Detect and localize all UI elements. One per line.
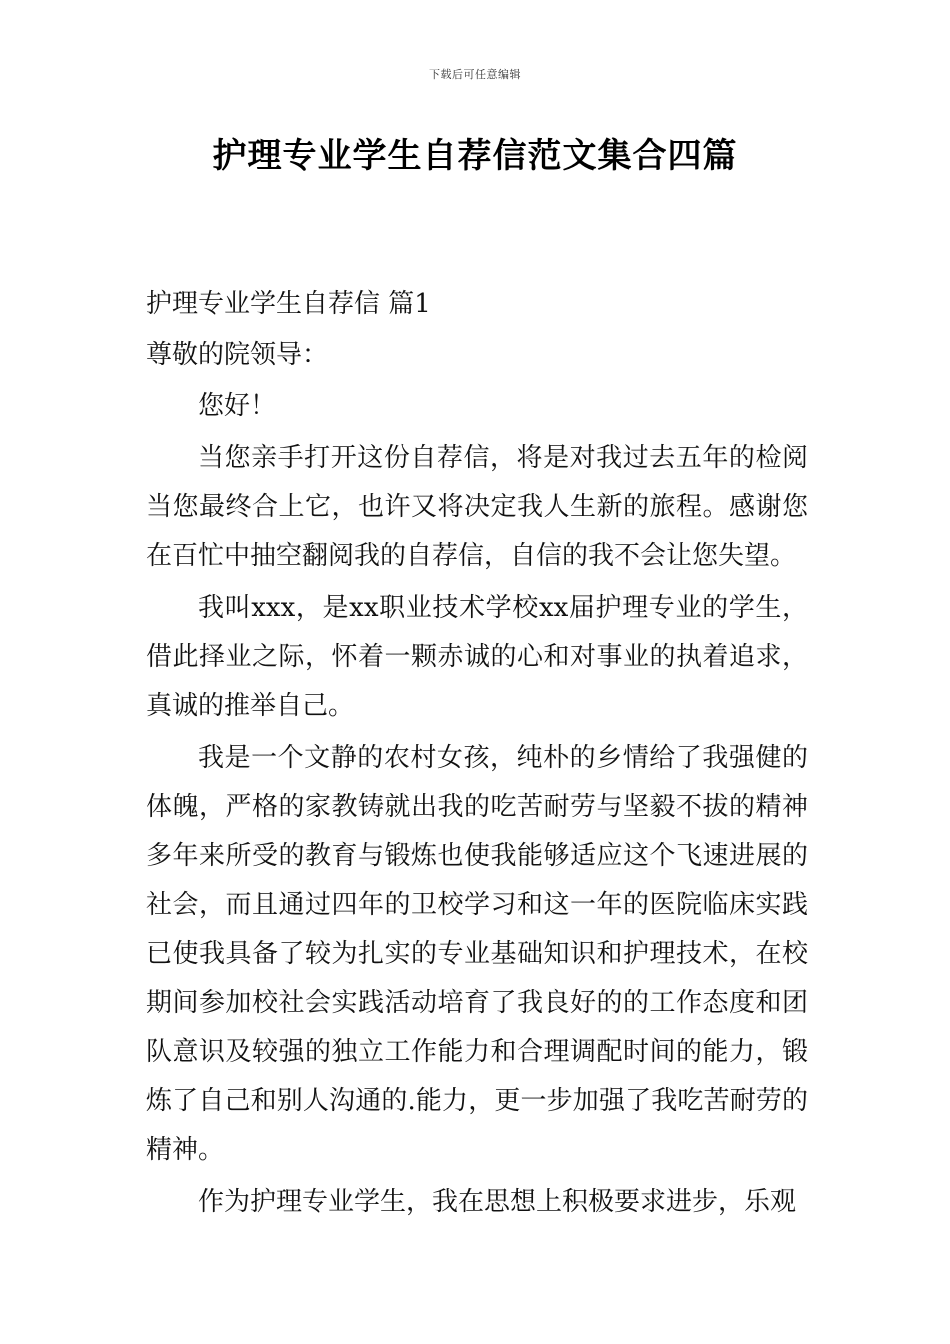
paragraph-2: 我叫xxx，是xx职业技术学校xx届护理专业的学生，借此择业之际，怀着一颗赤诚的心和对事业的执着追求，真诚的推举自己。 [146, 593, 808, 721]
header-note: 下载后可任意编辑 [429, 68, 521, 81]
document-body [146, 280, 808, 1230]
document-title: 护理专业学生自荐信范文集合四篇 [212, 136, 738, 176]
greeting: 您好！ [198, 391, 277, 421]
salutation: 尊敬的院领导： [146, 340, 329, 370]
paragraph-3: 我是一个文静的农村女孩，纯朴的乡情给了我强健的体魄，严格的家教铸就出我的吃苦耐劳与坚毅不拔的精神多年来所受的教育与锻炼也使我能够适应这个飞速进展的社会，而且通过四年的卫校学习和这一年的医院临床实践已使我具备了较为扎实的专业基础知识和护理技术，在校期间参加校社会实践活动培育了我良好的的工作态度和团队意识及较强的独立工作能力和合理调配时间的能力，锻炼了自己和别人沟通的.能力，更一步加强了我吃苦耐劳的精神。 [146, 743, 808, 1165]
section-heading: 护理专业学生自荐信 篇1 [146, 289, 431, 319]
paragraph-4: 作为护理专业学生，我在思想上积极要求进步，乐观 [198, 1187, 797, 1217]
paragraph-1: 当您亲手打开这份自荐信，将是对我过去五年的检阅当您最终合上它，也许又将决定我人生新的旅程。感谢您在百忙中抽空翻阅我的自荐信，自信的我不会让您失望。 [146, 443, 808, 571]
